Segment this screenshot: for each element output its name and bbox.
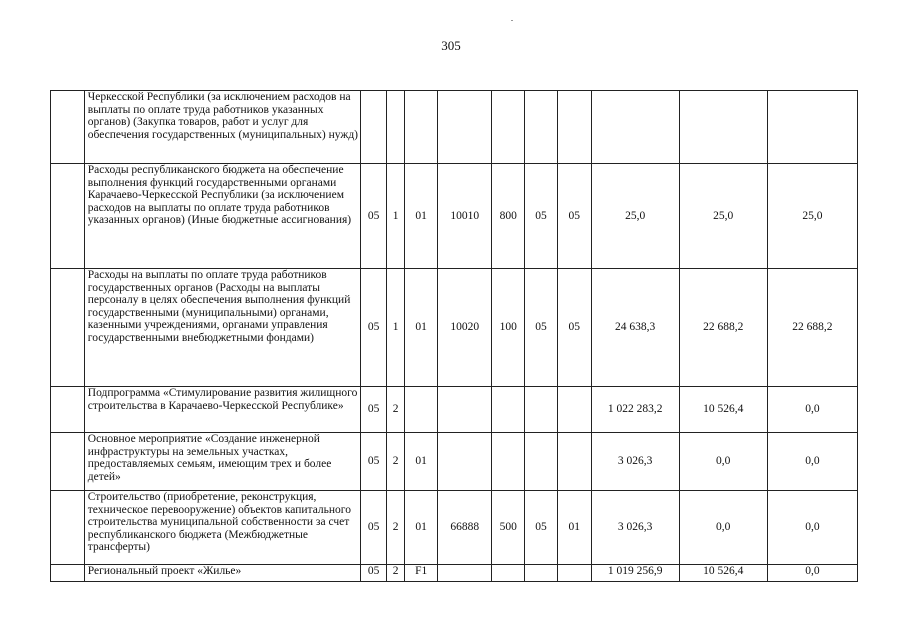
amount-cell: 0,0 (767, 565, 857, 582)
row-index-cell (51, 164, 85, 269)
code-cell: 2 (386, 433, 404, 491)
table-row (51, 433, 858, 491)
code-cell (405, 387, 438, 433)
code-cell (492, 387, 525, 433)
code-cell: 01 (557, 491, 591, 565)
row-index-cell (51, 269, 85, 387)
code-cell (492, 565, 525, 582)
code-cell: 100 (492, 269, 525, 387)
description-cell: Основное мероприятие «Создание инженерной инфраструктуры на земельных участках, предоставляемых семьям, имеющим трех и более детей» (84, 433, 361, 491)
code-cell: 05 (361, 387, 387, 433)
amount-cell: 10 526,4 (679, 565, 767, 582)
code-cell (386, 91, 404, 164)
description-cell: Региональный проект «Жилье» (84, 565, 361, 582)
code-cell (405, 91, 438, 164)
amount-cell (679, 91, 767, 164)
code-cell (438, 433, 492, 491)
code-cell (525, 91, 558, 164)
budget-table (50, 90, 858, 582)
code-cell: 05 (525, 491, 558, 565)
description-cell: Строительство (приобретение, реконструкция, техническое перевооружение) объектов капитального строительства муниципальной собственности за счет республиканского бюджета (Межбюджетные трансферты) (84, 491, 361, 565)
amount-cell: 25,0 (591, 164, 679, 269)
code-cell: 05 (557, 164, 591, 269)
code-cell (525, 433, 558, 491)
amount-cell: 10 526,4 (679, 387, 767, 433)
code-cell: 05 (361, 269, 387, 387)
code-cell (557, 565, 591, 582)
code-cell (438, 91, 492, 164)
code-cell: 10010 (438, 164, 492, 269)
amount-cell: 0,0 (679, 491, 767, 565)
code-cell: 66888 (438, 491, 492, 565)
description-cell: Черкесской Республики (за исключением расходов на выплаты по оплате труда работников указанных органов) (Закупка товаров, работ и услуг для обеспечения государственных (муниципальных) нужд) (84, 91, 361, 164)
code-cell: 1 (386, 269, 404, 387)
amount-cell (591, 91, 679, 164)
code-cell (492, 91, 525, 164)
code-cell (525, 565, 558, 582)
code-cell: 05 (361, 565, 387, 582)
amount-cell: 25,0 (679, 164, 767, 269)
code-cell (438, 387, 492, 433)
table-row (51, 387, 858, 433)
description-cell: Расходы республиканского бюджета на обеспечение выполнения функций государственными органами Карачаево-Черкесской Республики (за исключением расходов на выплаты по оплате труда работников указанных органов) (Иные бюджетные ассигнования) (84, 164, 361, 269)
code-cell: 800 (492, 164, 525, 269)
row-index-cell (51, 491, 85, 565)
amount-cell: 1 022 283,2 (591, 387, 679, 433)
amount-cell: 0,0 (767, 491, 857, 565)
code-cell (361, 91, 387, 164)
table-row (51, 565, 858, 582)
code-cell: 1 (386, 164, 404, 269)
scan-speck (511, 20, 513, 21)
page-number: 305 (441, 38, 461, 53)
amount-cell: 24 638,3 (591, 269, 679, 387)
amount-cell: 25,0 (767, 164, 857, 269)
amount-cell: 0,0 (767, 387, 857, 433)
amount-cell: 0,0 (679, 433, 767, 491)
code-cell: 01 (405, 164, 438, 269)
amount-cell: 0,0 (767, 433, 857, 491)
code-cell (438, 565, 492, 582)
description-cell: Подпрограмма «Стимулирование развития жилищного строительства в Карачаево-Черкесской Республике» (84, 387, 361, 433)
row-index-cell (51, 565, 85, 582)
table-row (51, 91, 858, 164)
amount-cell: 1 019 256,9 (591, 565, 679, 582)
table-row (51, 269, 858, 387)
table-row (51, 164, 858, 269)
code-cell: 01 (405, 269, 438, 387)
code-cell: 01 (405, 491, 438, 565)
table-row (51, 491, 858, 565)
code-cell: 2 (386, 387, 404, 433)
row-index-cell (51, 387, 85, 433)
code-cell: 05 (361, 491, 387, 565)
code-cell (557, 387, 591, 433)
code-cell: 2 (386, 565, 404, 582)
row-index-cell (51, 91, 85, 164)
amount-cell: 3 026,3 (591, 433, 679, 491)
amount-cell: 3 026,3 (591, 491, 679, 565)
code-cell: F1 (405, 565, 438, 582)
amount-cell: 22 688,2 (679, 269, 767, 387)
amount-cell: 22 688,2 (767, 269, 857, 387)
description-cell: Расходы на выплаты по оплате труда работников государственных органов (Расходы на выплаты персоналу в целях обеспечения выполнения функций государственными (муниципальными) органами, казенными учреждениями, органами управления государственными внебюджетными фондами) (84, 269, 361, 387)
amount-cell (767, 91, 857, 164)
code-cell (525, 387, 558, 433)
code-cell: 05 (361, 433, 387, 491)
code-cell: 05 (525, 269, 558, 387)
code-cell (557, 433, 591, 491)
code-cell (557, 91, 591, 164)
code-cell: 10020 (438, 269, 492, 387)
code-cell: 05 (525, 164, 558, 269)
code-cell: 2 (386, 491, 404, 565)
row-index-cell (51, 433, 85, 491)
code-cell: 01 (405, 433, 438, 491)
code-cell: 500 (492, 491, 525, 565)
code-cell: 05 (361, 164, 387, 269)
code-cell: 05 (557, 269, 591, 387)
code-cell (492, 433, 525, 491)
